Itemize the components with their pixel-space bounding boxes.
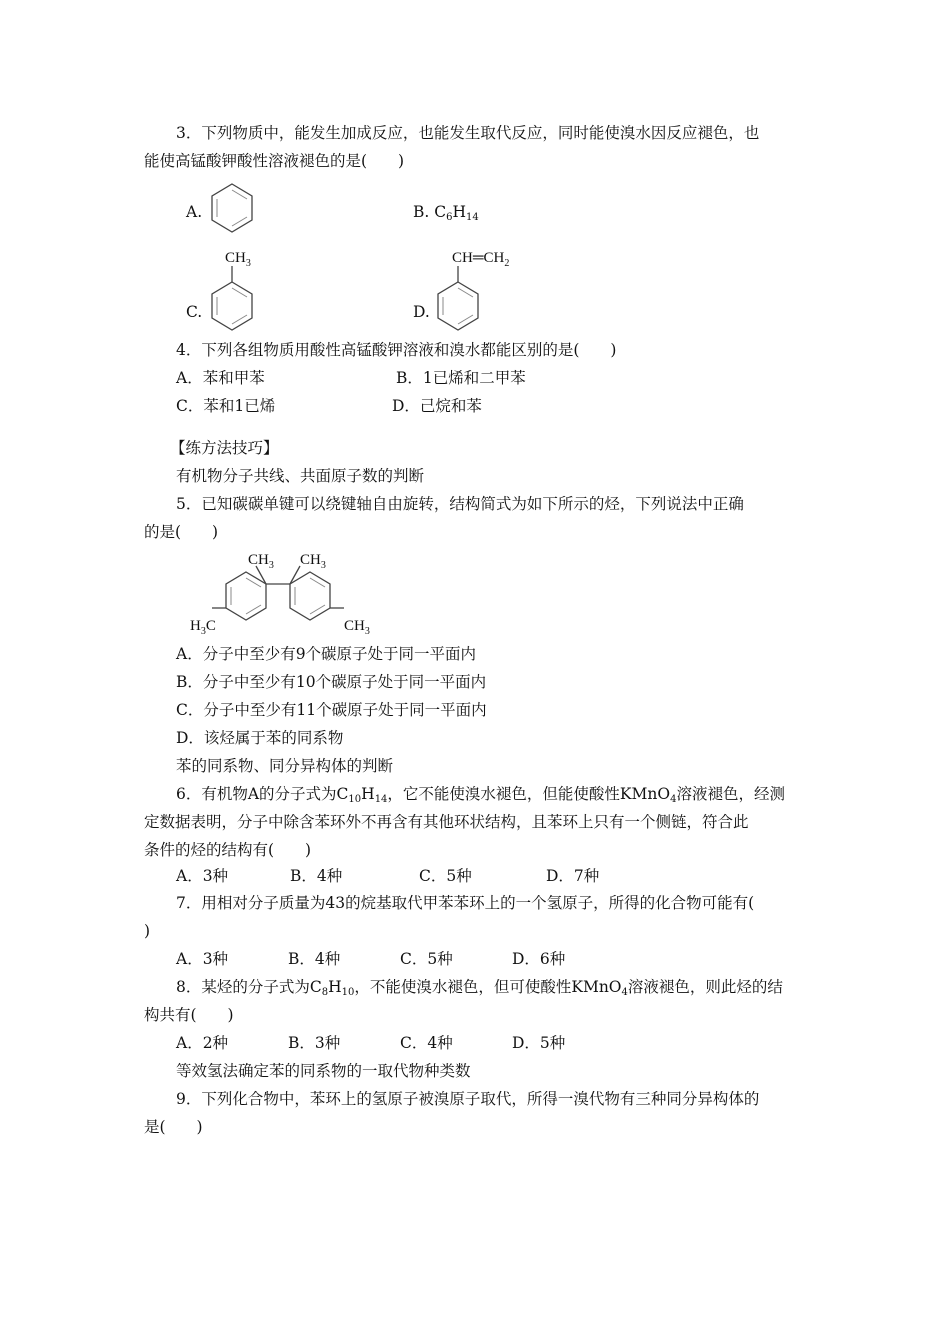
- tetramethylbiphenyl-structure: [186, 546, 386, 642]
- topic-equivalent-hydrogen: 等效氢法确定苯的同系物的一取代物种类数: [176, 1062, 471, 1080]
- ch3-label-top-right: $CH_3$: [300, 552, 326, 571]
- q7-stem-line1: 7．用相对分子质量为43的烷基取代甲苯苯环上的一个氢原子，所得的化合物可能有(: [176, 894, 755, 912]
- ch3-label-top-left: $CH_3$: [248, 552, 274, 571]
- vinyl-label: $CH═CH_2$: [452, 250, 510, 269]
- q4-option-a: A．苯和甲苯: [176, 369, 265, 387]
- q7-stem-line2: ): [144, 922, 151, 940]
- benzene-structure: [208, 180, 258, 242]
- q3-option-d-label: D.: [413, 303, 430, 321]
- q5-stem-line2: 的是( ): [144, 523, 219, 541]
- q7-option-a: A．3种: [176, 950, 229, 968]
- q8-option-a: A．2种: [176, 1034, 229, 1052]
- q3-option-b: B. $C_6H_{14}$: [413, 203, 479, 223]
- q6-option-d: D．7种: [546, 867, 600, 885]
- q4-stem: 4．下列各组物质用酸性高锰酸钾溶液和溴水都能区别的是( ): [176, 341, 617, 359]
- q6-option-a: A．3种: [176, 867, 229, 885]
- ch3-label-right: $CH_3$: [344, 618, 370, 637]
- q8-stem-line1: 8．某烃的分子式为$C_8H_{10}$，不能使溴水褪色，但可使酸性KMnO$_4$溶液褪色，则此烃的结: [176, 978, 783, 998]
- q5-option-a: A．分子中至少有9个碳原子处于同一平面内: [176, 645, 477, 663]
- q7-option-d: D．6种: [512, 950, 566, 968]
- q5-option-c: C．分子中至少有11个碳原子处于同一平面内: [176, 701, 487, 719]
- h3c-label-left: $H_3C$: [190, 618, 216, 637]
- topic-homologue: 苯的同系物、同分异构体的判断: [176, 757, 394, 775]
- q8-stem-line2: 构共有( ): [144, 1006, 234, 1024]
- q8-option-d: D．5种: [512, 1034, 566, 1052]
- q6-stem-line1: 6．有机物A的分子式为$C_{10}H_{14}$，它不能使溴水褪色，但能使酸性KMnO$_4$溶液褪色，经测: [176, 785, 785, 805]
- q3-option-c-label: C.: [186, 303, 203, 321]
- q3-stem-line2: 能使高锰酸钾酸性溶液褪色的是( ): [144, 152, 405, 170]
- topic-coplanar: 有机物分子共线、共面原子数的判断: [176, 467, 425, 485]
- q9-stem-line1: 9．下列化合物中，苯环上的氢原子被溴原子取代，所得一溴代物有三种同分异构体的: [176, 1090, 760, 1108]
- q4-option-d: D．己烷和苯: [392, 397, 482, 415]
- ch3-label: $CH_3$: [225, 250, 251, 269]
- q8-option-b: B．3种: [288, 1034, 341, 1052]
- q6-option-b: B．4种: [290, 867, 343, 885]
- q9-stem-line2: 是( ): [144, 1118, 203, 1136]
- q3-option-a-label: A.: [186, 203, 203, 221]
- q7-option-c: C．5种: [400, 950, 453, 968]
- q5-option-d: D．该烃属于苯的同系物: [176, 729, 344, 747]
- q4-option-b: B．1已烯和二甲苯: [396, 369, 526, 387]
- q6-option-c: C．5种: [419, 867, 472, 885]
- styrene-structure: [432, 244, 542, 342]
- q5-stem-line1: 5．已知碳碳单键可以绕键轴自由旋转，结构简式为如下所示的烃，下列说法中正确: [176, 495, 744, 513]
- q6-stem-line3: 条件的烃的结构有( ): [144, 841, 312, 859]
- q4-option-c: C．苯和1已烯: [176, 397, 276, 415]
- q3-stem-line1: 3．下列物质中，能发生加成反应，也能发生取代反应，同时能使溴水因反应褪色，也: [176, 124, 760, 142]
- q8-option-c: C．4种: [400, 1034, 453, 1052]
- toluene-structure: [208, 244, 278, 342]
- q6-stem-line2: 定数据表明，分子中除含苯环外不再含有其他环状结构，且苯环上只有一个侧链，符合此: [144, 813, 749, 831]
- q5-option-b: B．分子中至少有10个碳原子处于同一平面内: [176, 673, 487, 691]
- section-heading: 【练方法技巧】: [170, 439, 279, 457]
- q7-option-b: B．4种: [288, 950, 341, 968]
